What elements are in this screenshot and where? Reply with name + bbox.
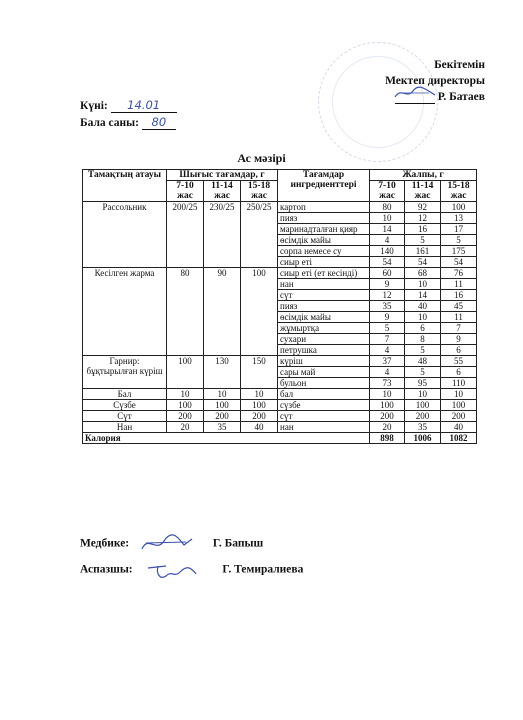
total-15-18: 6 xyxy=(441,345,477,356)
ingredient-name: сорпа немесе су xyxy=(278,246,370,257)
total-11-14: 161 xyxy=(405,246,441,257)
yield-7-10: 20 xyxy=(167,422,204,433)
yield-11-14: 35 xyxy=(204,422,241,433)
calorie-15-18: 1082 xyxy=(441,433,477,444)
total-7-10: 10 xyxy=(370,389,405,400)
ingredient-name: жұмыртқа xyxy=(278,323,370,334)
ingredient-name: өсімдік майы xyxy=(278,312,370,323)
ingredient-name: бульон xyxy=(278,378,370,389)
total-15-18: 5 xyxy=(441,235,477,246)
yield-15-18: 10 xyxy=(241,389,278,400)
dish-name: Сүзбе xyxy=(83,400,167,411)
cook-signature-scribble xyxy=(144,556,202,584)
dish-name: Рассольник xyxy=(83,202,167,268)
yield-11-14: 10 xyxy=(204,389,241,400)
dish-name: Сүт xyxy=(83,411,167,422)
table-row xyxy=(83,268,477,279)
total-11-14: 5 xyxy=(405,235,441,246)
total-15-18: 10 xyxy=(441,389,477,400)
ingredient-name: петрушка xyxy=(278,345,370,356)
table-row xyxy=(83,422,477,433)
nurse-signature-scribble xyxy=(138,531,196,557)
ingredient-name: нан xyxy=(278,422,370,433)
total-7-10: 80 xyxy=(370,202,405,213)
yield-7-10: 200/25 xyxy=(167,202,204,268)
ingredient-name: пияз xyxy=(278,213,370,224)
yield-7-10: 80 xyxy=(167,268,204,356)
yield-7-10: 200 xyxy=(167,411,204,422)
total-15-18: 200 xyxy=(441,411,477,422)
total-11-14: 12 xyxy=(405,213,441,224)
children-count-field xyxy=(80,115,176,130)
total-7-10: 35 xyxy=(370,301,405,312)
yield-11-14: 90 xyxy=(204,268,241,356)
total-7-10: 140 xyxy=(370,246,405,257)
table-row xyxy=(83,389,477,400)
menu-table xyxy=(82,169,477,444)
header-total: Жалпы, г xyxy=(370,170,477,181)
ingredient-name: бал xyxy=(278,389,370,400)
yield-11-14: 130 xyxy=(204,356,241,389)
total-11-14: 5 xyxy=(405,345,441,356)
ingredient-name: сиыр еті (ет кесінді) xyxy=(278,268,370,279)
total-15-18: 40 xyxy=(441,422,477,433)
ingredient-name: нан xyxy=(278,279,370,290)
total-15-18: 175 xyxy=(441,246,477,257)
total-11-14: 10 xyxy=(405,279,441,290)
nurse-name: Г. Бапыш xyxy=(212,537,264,550)
table-header-row xyxy=(83,170,477,181)
total-7-10: 73 xyxy=(370,378,405,389)
ingredient-name: сары май xyxy=(278,367,370,378)
total-11-14: 48 xyxy=(405,356,441,367)
date-value: 14.01 xyxy=(111,98,177,113)
table-row xyxy=(83,356,477,367)
total-7-10: 14 xyxy=(370,224,405,235)
total-15-18: 45 xyxy=(441,301,477,312)
yield-15-18: 250/25 xyxy=(241,202,278,268)
yield-15-18: 150 xyxy=(241,356,278,389)
total-15-18: 11 xyxy=(441,279,477,290)
dish-name: Кесілген жарма xyxy=(83,268,167,356)
total-7-10: 4 xyxy=(370,235,405,246)
total-15-18: 55 xyxy=(441,356,477,367)
header-total-age-7-10: 7-10 жас xyxy=(370,181,405,202)
total-7-10: 54 xyxy=(370,257,405,268)
nurse-label: Медбике: xyxy=(80,537,130,550)
total-11-14: 14 xyxy=(405,290,441,301)
approval-block xyxy=(385,58,485,104)
total-15-18: 76 xyxy=(441,268,477,279)
total-11-14: 95 xyxy=(405,378,441,389)
total-11-14: 10 xyxy=(405,312,441,323)
calorie-11-14: 1006 xyxy=(405,433,441,444)
cook-signature-line xyxy=(80,556,303,584)
yield-11-14: 200 xyxy=(204,411,241,422)
total-11-14: 100 xyxy=(405,400,441,411)
header-age-11-14: 11-14 жас xyxy=(204,181,241,202)
header-age-7-10: 7-10 жас xyxy=(167,181,204,202)
dish-name: Бал xyxy=(83,389,167,400)
total-15-18: 54 xyxy=(441,257,477,268)
total-15-18: 17 xyxy=(441,224,477,235)
dish-name: Нан xyxy=(83,422,167,433)
total-11-14: 6 xyxy=(405,323,441,334)
nurse-signature-line xyxy=(80,531,263,557)
total-11-14: 92 xyxy=(405,202,441,213)
children-label: Бала саны: xyxy=(80,117,139,129)
table-body xyxy=(83,202,477,433)
total-11-14: 35 xyxy=(405,422,441,433)
yield-15-18: 200 xyxy=(241,411,278,422)
yield-7-10: 10 xyxy=(167,389,204,400)
ingredient-name: сиыр еті xyxy=(278,257,370,268)
total-11-14: 5 xyxy=(405,367,441,378)
total-7-10: 4 xyxy=(370,367,405,378)
header-age-15-18: 15-18 жас xyxy=(241,181,278,202)
total-7-10: 5 xyxy=(370,323,405,334)
header-dish: Тамақтың атауы xyxy=(83,170,167,202)
ingredient-name: пияз xyxy=(278,301,370,312)
total-7-10: 4 xyxy=(370,345,405,356)
total-11-14: 40 xyxy=(405,301,441,312)
yield-15-18: 40 xyxy=(241,422,278,433)
approval-line1: Бекітемін xyxy=(434,59,485,71)
header-total-age-15-18: 15-18 жас xyxy=(441,181,477,202)
header-yield: Шығыс тағамдар, г xyxy=(167,170,278,181)
ingredient-name: сүт xyxy=(278,290,370,301)
ingredient-name: картоп xyxy=(278,202,370,213)
total-7-10: 37 xyxy=(370,356,405,367)
total-11-14: 10 xyxy=(405,389,441,400)
total-15-18: 13 xyxy=(441,213,477,224)
date-label: Күні: xyxy=(80,100,108,112)
total-7-10: 9 xyxy=(370,279,405,290)
total-7-10: 20 xyxy=(370,422,405,433)
yield-11-14: 230/25 xyxy=(204,202,241,268)
total-15-18: 100 xyxy=(441,202,477,213)
ingredient-name: сүт xyxy=(278,411,370,422)
total-15-18: 110 xyxy=(441,378,477,389)
total-11-14: 54 xyxy=(405,257,441,268)
total-15-18: 7 xyxy=(441,323,477,334)
total-15-18: 9 xyxy=(441,334,477,345)
ingredient-name: өсімдік майы xyxy=(278,235,370,246)
yield-11-14: 100 xyxy=(204,400,241,411)
director-name: Р. Батаев xyxy=(437,91,485,103)
approval-line3 xyxy=(385,90,485,104)
calorie-7-10: 898 xyxy=(370,433,405,444)
total-11-14: 68 xyxy=(405,268,441,279)
total-15-18: 6 xyxy=(441,367,477,378)
header-total-age-11-14: 11-14 жас xyxy=(405,181,441,202)
total-11-14: 8 xyxy=(405,334,441,345)
date-field xyxy=(80,98,177,113)
cook-label: Аспазшы: xyxy=(80,563,133,576)
table-row xyxy=(83,202,477,213)
total-7-10: 7 xyxy=(370,334,405,345)
ingredient-name: сүзбе xyxy=(278,400,370,411)
approval-line2: Мектеп директоры xyxy=(385,75,485,87)
ingredient-name: күріш xyxy=(278,356,370,367)
total-7-10: 9 xyxy=(370,312,405,323)
total-7-10: 12 xyxy=(370,290,405,301)
yield-7-10: 100 xyxy=(167,356,204,389)
children-value: 80 xyxy=(142,115,176,130)
total-7-10: 100 xyxy=(370,400,405,411)
ingredient-name: маринадталған қияр xyxy=(278,224,370,235)
calorie-label: Калория xyxy=(83,433,370,444)
cook-name: Г. Темиралиева xyxy=(222,563,304,576)
total-7-10: 10 xyxy=(370,213,405,224)
yield-7-10: 100 xyxy=(167,400,204,411)
table-row xyxy=(83,400,477,411)
page-title: Ас мәзірі xyxy=(237,151,286,165)
header-ingredients: Тағамдар ингредиенттері xyxy=(278,170,370,202)
yield-15-18: 100 xyxy=(241,400,278,411)
table-row xyxy=(83,411,477,422)
ingredient-name: сухари xyxy=(278,334,370,345)
total-15-18: 16 xyxy=(441,290,477,301)
total-15-18: 11 xyxy=(441,312,477,323)
total-11-14: 200 xyxy=(405,411,441,422)
yield-15-18: 100 xyxy=(241,268,278,356)
total-7-10: 200 xyxy=(370,411,405,422)
total-7-10: 60 xyxy=(370,268,405,279)
total-11-14: 16 xyxy=(405,224,441,235)
dish-name: Гарнир: бұқтырылған күріш xyxy=(83,356,167,389)
calorie-row xyxy=(83,433,477,444)
total-15-18: 100 xyxy=(441,400,477,411)
director-signature xyxy=(395,91,435,104)
director-signature-scribble xyxy=(393,85,437,101)
